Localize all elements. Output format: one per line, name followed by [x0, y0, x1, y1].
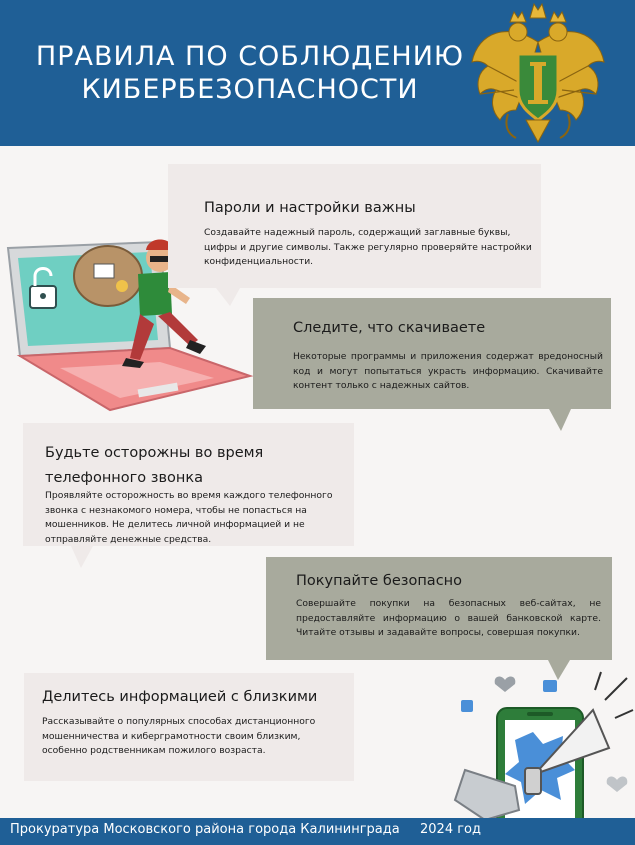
card-pointer	[216, 288, 240, 306]
card-title: Будьте осторожны во время телефонного звонка	[45, 445, 264, 486]
emblem-icon	[468, 2, 608, 144]
card-text: Проявляйте осторожность во время каждого телефонного звонка с незнакомого номера, чтобы не попасться на мошенников. Не делитесь личной информацией и не отправляйте денежные средства.	[45, 490, 333, 545]
card-title: Следите, что скачиваете	[293, 320, 486, 336]
card-pointer	[549, 409, 571, 431]
page-title-line1: ПРАВИЛА ПО СОБЛЮДЕНИЮ	[35, 41, 465, 72]
card-title: Делитесь информацией с близкими	[42, 689, 318, 705]
card-phone-calls	[23, 423, 354, 546]
footer-year: 2024 год	[420, 822, 481, 837]
card-text: Создавайте надежный пароль, содержащий заглавные буквы, цифры и другие символы. Также регулярно проверяйте настройки конфиденциальности.	[204, 227, 532, 267]
card-downloads	[253, 298, 611, 409]
footer-bar	[0, 818, 635, 845]
card-text: Некоторые программы и приложения содержат вредоносный код и могут попытаться украсть информацию. Скачивайте контент только с надежных сайтов.	[293, 351, 603, 391]
header-banner	[0, 0, 635, 146]
card-text: Рассказывайте о популярных способах дистанционного мошенничества и киберграмотности своим близким, особенно родственникам пожилого возраста.	[42, 716, 316, 756]
card-safe-shopping	[266, 557, 612, 660]
card-title: Покупайте безопасно	[296, 573, 463, 589]
card-passwords	[168, 164, 541, 288]
page-title-line2: КИБЕРБЕЗОПАСНОСТИ	[81, 74, 419, 105]
card-pointer	[71, 546, 93, 568]
card-share-info	[24, 673, 354, 781]
card-title: Пароли и настройки важны	[204, 200, 416, 216]
card-text: Совершайте покупки на безопасных веб-сайтах, не предоставляйте информацию о вашей банковской карте. Читайте отзывы и задавайте вопросы, совершая покупки.	[296, 598, 601, 638]
page-title	[30, 40, 470, 106]
footer-organization: Прокуратура Московского района города Калининграда	[10, 822, 400, 837]
